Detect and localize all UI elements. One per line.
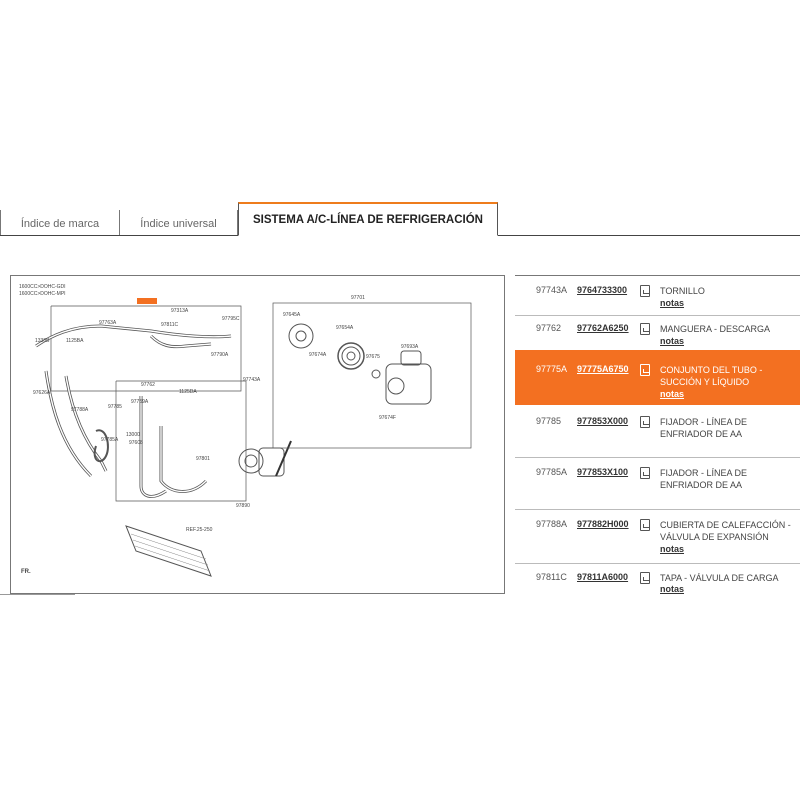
diagram-bottom-rule [0, 594, 75, 595]
part-description: MANGUERA - DESCARGA [660, 324, 771, 334]
callout-97785: 97785 [108, 404, 122, 410]
part-number-link[interactable]: 97775A6750 [577, 364, 629, 374]
parts-row[interactable] [515, 414, 800, 462]
part-number-link[interactable]: 97811A6000 [577, 572, 629, 582]
callout-97674A: 97674A [309, 352, 327, 358]
callout-97762: 97762 [141, 382, 155, 388]
add-to-cart-icon[interactable] [640, 467, 650, 479]
part-description: CUBIERTA DE CALEFACCIÓN - VÁLVULA DE EXPANSIÓN [660, 520, 791, 542]
notes-link[interactable]: notas [660, 544, 685, 554]
callout-97790A: 97790A [211, 352, 229, 358]
part-description: TORNILLO [660, 286, 705, 296]
notes-link[interactable]: notas [660, 389, 685, 399]
part-number-link[interactable]: 977853X000 [577, 416, 629, 426]
callout-97795C: 97795C [222, 316, 240, 322]
add-to-cart-icon[interactable] [640, 416, 650, 428]
callout-97785A: 97785A [101, 437, 119, 443]
callout-97626A: 97626A [33, 390, 51, 396]
highlight-callout-box[interactable] [137, 298, 157, 304]
exploded-view-drawing [11, 276, 504, 593]
callout-97645A: 97645A [283, 312, 301, 318]
callout-97608: 97608 [129, 440, 143, 446]
parts-row[interactable] [515, 517, 800, 562]
ref-label: REF.25-250 [186, 527, 213, 533]
ref-number: 97788A [536, 519, 568, 529]
notes-link[interactable]: notas [660, 298, 685, 308]
tab-universal-index[interactable]: Índice universal [120, 210, 238, 235]
callout-97759A: 97759A [131, 399, 149, 405]
parts-row[interactable] [515, 570, 800, 595]
front-indicator: FR. [21, 569, 31, 575]
part-description: CONJUNTO DEL TUBO - SUCCIÓN Y LÍQUIDO [660, 365, 763, 387]
callout-97801: 97801 [196, 456, 210, 462]
callout-97654A: 97654A [336, 325, 354, 331]
parts-row[interactable] [515, 465, 800, 510]
part-number-link[interactable]: 977853X100 [577, 467, 629, 477]
part-number-link[interactable]: 9764733300 [577, 285, 628, 295]
tab-ac-refrigeration-line[interactable]: SISTEMA A/C-LÍNEA DE REFRIGERACIÓN [238, 202, 498, 236]
callout-1125DA: 1125DA [179, 389, 197, 395]
tab-bar [0, 200, 800, 240]
parts-row-selected[interactable] [515, 350, 800, 405]
parts-list [515, 275, 800, 595]
callout-97788A: 97788A [71, 407, 89, 413]
ref-number: 97811C [536, 572, 567, 582]
tab-brand-index[interactable]: Índice de marca [0, 210, 120, 235]
diagram-header-line-2: 1600CC>DOHC-MPI [19, 291, 66, 297]
ref-number: 97785 [536, 416, 562, 426]
add-to-cart-icon[interactable] [640, 572, 650, 584]
part-description: FIJADOR - LÍNEA DE ENFRIADOR DE AA [660, 417, 748, 439]
notes-link[interactable]: notas [660, 584, 685, 594]
ref-number: 97785A [536, 467, 568, 477]
ref-number: 97743A [536, 285, 568, 295]
add-to-cart-icon[interactable] [640, 364, 650, 376]
callout-97693A: 97693A [401, 344, 419, 350]
callout-97675: 97675 [366, 354, 380, 360]
add-to-cart-icon[interactable] [640, 323, 650, 335]
add-to-cart-icon[interactable] [640, 519, 650, 531]
callout-97890: 97890 [236, 503, 250, 509]
part-number-link[interactable]: 977882H000 [577, 519, 629, 529]
parts-row[interactable] [515, 283, 800, 318]
part-description: TAPA - VÁLVULA DE CARGA [660, 573, 779, 583]
callout-97701: 97701 [351, 295, 365, 301]
callout-97743A-b: 97743A [243, 377, 261, 383]
part-number-link[interactable]: 97762A6250 [577, 323, 629, 333]
callout-1338B: 1338B [35, 338, 50, 344]
callout-13000: 13000 [126, 432, 140, 438]
add-to-cart-icon[interactable] [640, 285, 650, 297]
ref-number: 97775A [536, 364, 568, 374]
callout-97674F: 97674F [379, 415, 396, 421]
callout-97313A: 97313A [171, 308, 189, 314]
parts-diagram [10, 275, 505, 594]
callout-97811C-a: 97811C [161, 322, 179, 328]
part-description: FIJADOR - LÍNEA DE ENFRIADOR DE AA [660, 468, 748, 490]
callout-1125BA: 1125BA [66, 338, 84, 344]
notes-link[interactable]: notas [660, 336, 685, 346]
diagram-header-line-1: 1600CC>DOHC-GDI [19, 284, 66, 290]
callout-97763A: 97763A [99, 320, 117, 326]
ref-number: 97762 [536, 323, 562, 333]
